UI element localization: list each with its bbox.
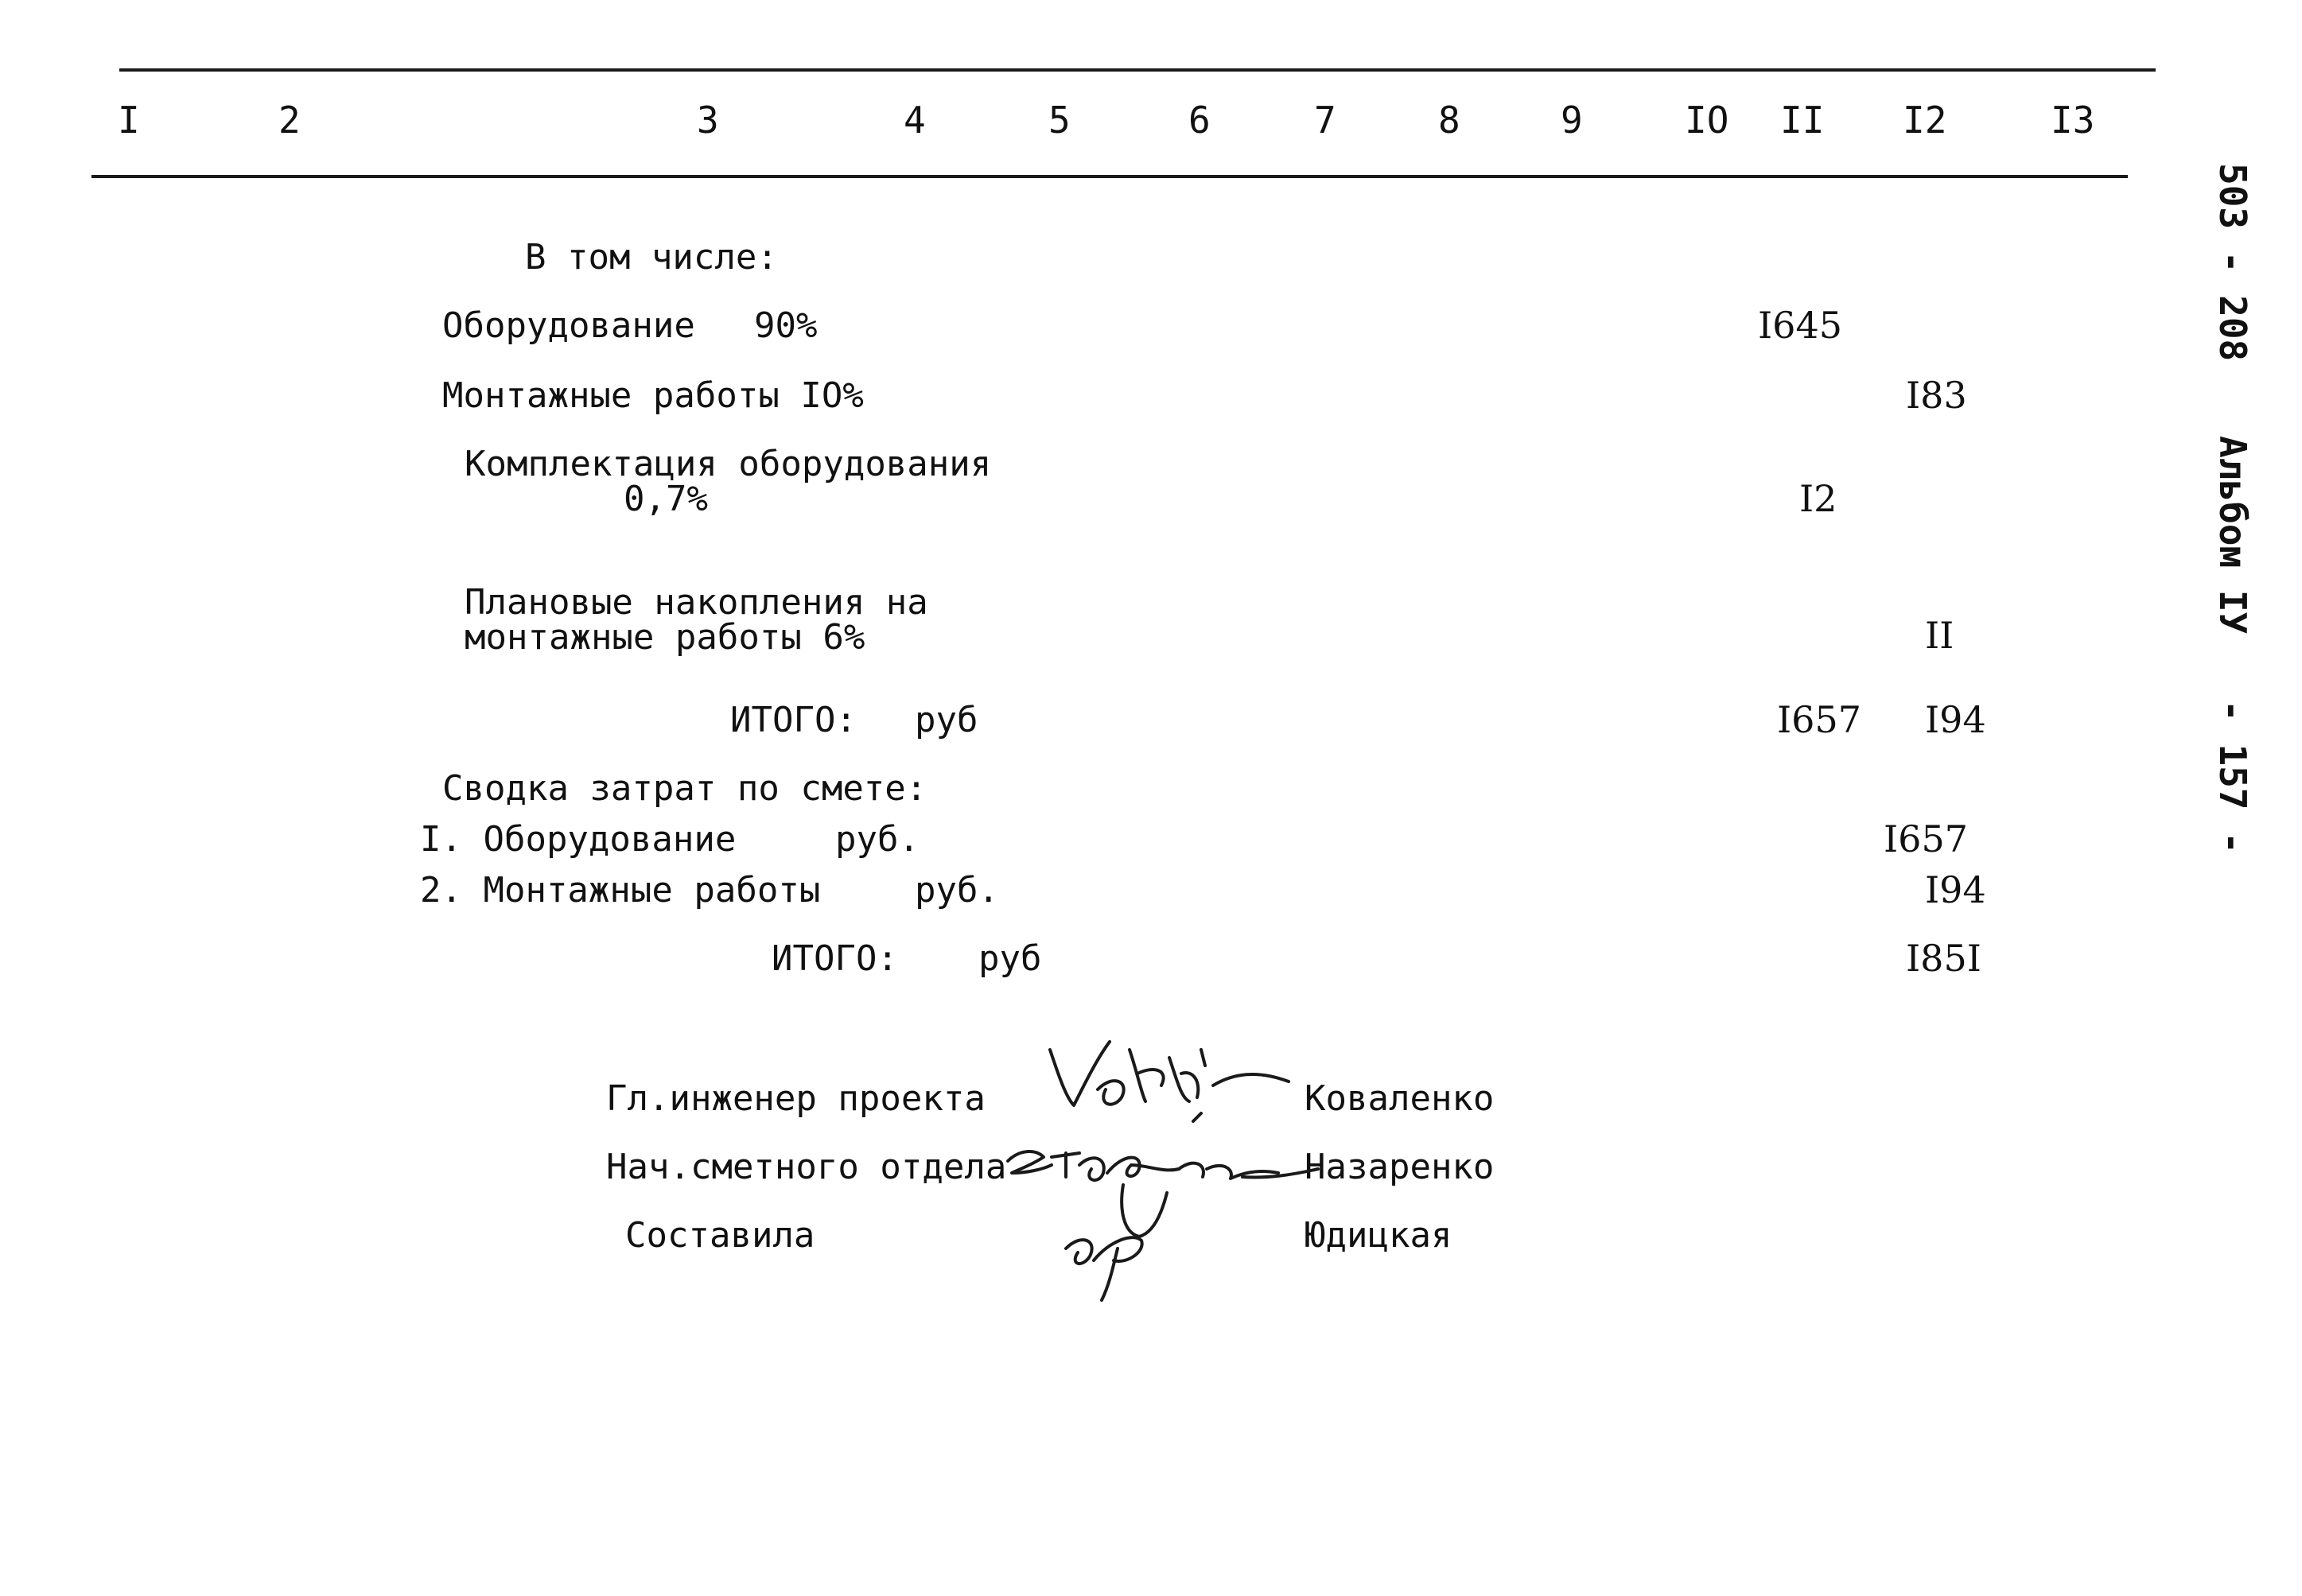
- summary-item-equipment-label: I. Оборудование: [420, 819, 737, 860]
- equipment-percent: 90%: [754, 305, 818, 346]
- column-header-4: 4: [904, 99, 926, 142]
- column-header-3: 3: [697, 99, 719, 142]
- column-header-1: I: [118, 99, 140, 142]
- top-rule: [119, 68, 2156, 72]
- column-header-13: I3: [2051, 99, 2095, 142]
- equipment-col11-value: I645: [1758, 304, 1842, 347]
- equipment-completion-col11-value: I2: [1799, 477, 1837, 520]
- handwritten-signature-chief-engineer: [1042, 1026, 1297, 1145]
- summary-item-installation-unit: руб.: [915, 870, 999, 911]
- summary-total-value: I85I: [1906, 937, 1981, 980]
- signature-role-estimate-head: Нач.сметного отдела: [606, 1147, 1007, 1187]
- summary-title: Сводка затрат по смете:: [442, 768, 927, 809]
- subtotal-col12-value: I94: [1925, 698, 1986, 741]
- column-header-9: 9: [1561, 99, 1583, 142]
- column-header-5: 5: [1048, 99, 1071, 142]
- summary-total-label: ИТОГО:: [772, 938, 898, 979]
- header-bottom-rule: [91, 175, 2128, 178]
- page-number-side: - 157 -: [2211, 700, 2254, 854]
- summary-total-unit: руб: [978, 938, 1042, 979]
- planned-savings-label-line2: монтажные работы 6%: [465, 617, 865, 658]
- planned-savings-col12-value: II: [1925, 614, 1954, 657]
- summary-item-installation-value: I94: [1925, 868, 1986, 911]
- signature-name-chief-engineer: Коваленко: [1305, 1078, 1495, 1119]
- handwritten-signature-estimate-head: [1004, 1129, 1322, 1248]
- in-including-label: В том числе:: [525, 237, 778, 278]
- installation-col12-value: I83: [1906, 374, 1967, 417]
- column-header-10: IO: [1685, 99, 1729, 142]
- equipment-label: Оборудование: [442, 305, 695, 346]
- equipment-completion-label: Комплектация оборудования: [465, 444, 992, 484]
- subtotal-label: ИТОГО:: [730, 700, 857, 740]
- column-header-2: 2: [278, 99, 301, 142]
- column-header-11: II: [1780, 99, 1825, 142]
- signature-role-chief-engineer: Гл.инженер проекта: [606, 1078, 986, 1119]
- column-header-12: I2: [1903, 99, 1947, 142]
- album-side: Альбом IУ: [2211, 436, 2254, 635]
- column-header-7: 7: [1314, 99, 1336, 142]
- column-header-6: 6: [1188, 99, 1211, 142]
- subtotal-unit: руб: [915, 700, 978, 740]
- installation-label: Монтажные работы IO%: [442, 375, 864, 416]
- handwritten-signature-compiler: [1058, 1217, 1161, 1304]
- summary-item-equipment-unit: руб.: [835, 819, 920, 860]
- summary-item-installation-label: 2. Монтажные работы: [420, 870, 821, 911]
- doc-code-side: 503 - 208: [2211, 163, 2254, 362]
- planned-savings-label-line1: Плановые накопления на: [465, 582, 928, 623]
- signature-name-compiler: Юдицкая: [1305, 1215, 1452, 1256]
- equipment-completion-percent: 0,7%: [624, 479, 708, 519]
- subtotal-col11-value: I657: [1777, 698, 1861, 741]
- signature-role-compiler: Составила: [625, 1215, 815, 1256]
- summary-item-equipment-value: I657: [1884, 817, 1968, 860]
- signature-name-estimate-head: Назаренко: [1305, 1147, 1495, 1187]
- column-header-8: 8: [1438, 99, 1460, 142]
